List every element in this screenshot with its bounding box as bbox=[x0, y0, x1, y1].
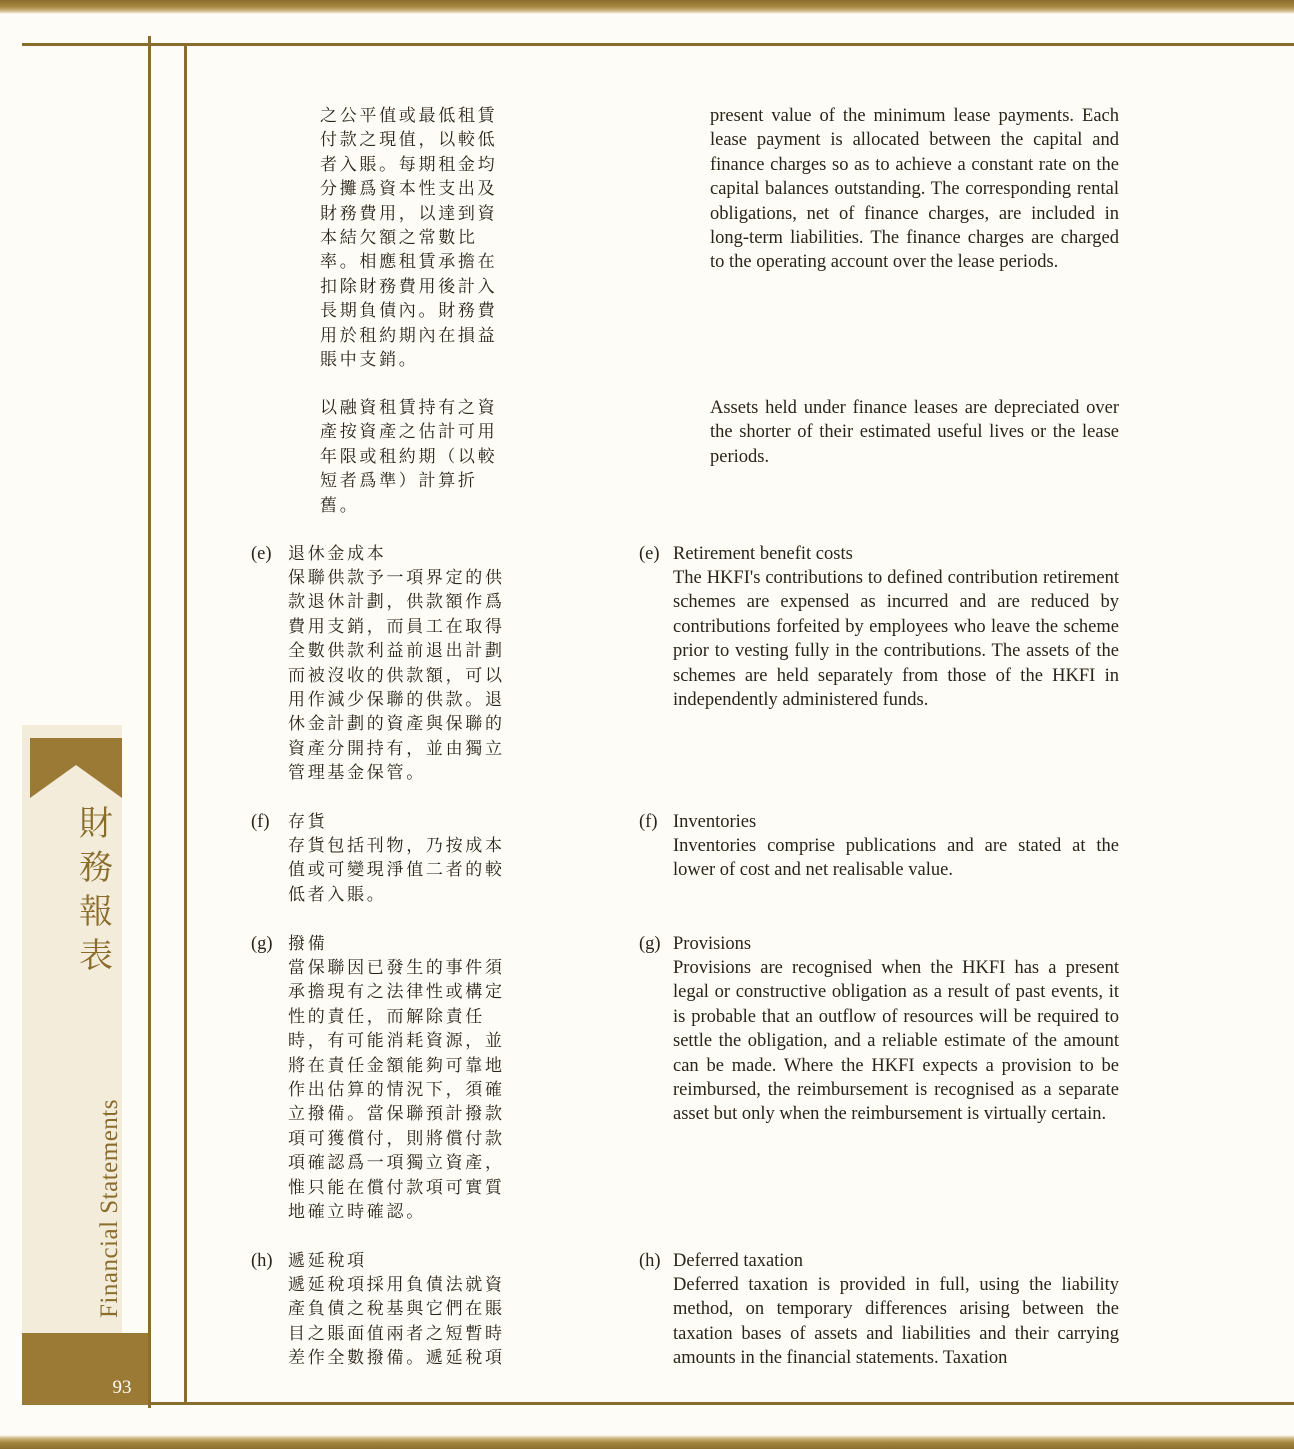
en-section-heading-f: Inventories bbox=[673, 812, 757, 832]
zh-section-letter-e: (e) bbox=[251, 544, 272, 564]
chinese-section-title: 財 務 報 表 bbox=[79, 804, 113, 976]
page-number: 93 bbox=[112, 1377, 132, 1398]
en-section-heading-h: Deferred taxation bbox=[673, 1251, 803, 1271]
zh-lease-paragraph-2: 以融資租賃持有之資 產按資產之估計可用 年限或租約期（以較 短者爲準）計算折 舊。 bbox=[320, 398, 498, 516]
en-section-body-f: Inventories comprise publications and are stated at the lower of cost and net realisable value. bbox=[673, 836, 1119, 881]
zh-section-letter-g: (g) bbox=[251, 934, 273, 954]
zh-section-letter-h: (h) bbox=[251, 1251, 273, 1271]
zh-section-body-f: 存貨包括刊物，乃按成本 值或可變現淨值二者的較 低者入賬。 bbox=[288, 836, 505, 905]
top-rule bbox=[22, 43, 1294, 46]
en-section-heading-g: Provisions bbox=[673, 934, 752, 954]
zh-section-body-h: 遞延稅項採用負債法就資 產負債之稅基與它們在賬 目之賬面值兩者之短暫時 差作全數撥備。遞延稅項 bbox=[288, 1275, 505, 1369]
en-section-body-g: Provisions are recognised when the HKFI has a present legal or constructive obligation as a result of past events, it is probable that an outflow of resources will be required to settle the obligation, and a reliable estimate of the amount can be made. Where the HKFI expects a provision to be reimbursed, the reimbursement is recognised as a separate asset but only when the reimbursement is virtually certain. bbox=[673, 958, 1119, 1125]
en-section-body-e: The HKFI's contributions to defined contribution retirement schemes are expensed as incurred and are reduced by contributions forfeited by employees who leave the scheme prior to vesting fully in the contributions. The assets of the schemes are held separately from those of the HKFI in independently administered funds. bbox=[673, 568, 1119, 711]
zh-section-heading-h: 遞延稅項 bbox=[288, 1251, 367, 1271]
zh-section-body-g: 當保聯因已發生的事件須 承擔現有之法律性或構定 性的責任，而解除責任 時，有可能消耗資源，並 將在責任金額能夠可靠地 作出估算的情況下，須確 立撥備。當保聯預計撥款 項可獲償付，則將償付款 項確認爲一項獨立資產， 惟只能在償付款項可實質 地確立時確認。 bbox=[288, 958, 505, 1223]
en-section-letter-e: (e) bbox=[639, 544, 660, 564]
top-border bbox=[0, 0, 1294, 14]
margin-line bbox=[148, 36, 151, 1408]
zh-section-letter-f: (f) bbox=[251, 812, 270, 832]
en-lease-paragraph-2: Assets held under finance leases are depreciated over the shorter of their estimated useful lives or the lease periods. bbox=[710, 398, 1119, 467]
en-section-heading-e: Retirement benefit costs bbox=[673, 544, 853, 564]
en-section-letter-f: (f) bbox=[639, 812, 658, 832]
en-lease-paragraph-1: present value of the minimum lease payments. Each lease payment is allocated between the capital and finance charges so as to achieve a constant rate on the capital balances outstanding. The corresponding rental obligations, net of finance charges, are included in long-term liabilities. The finance charges are charged to the operating account over the lease periods. bbox=[710, 106, 1119, 273]
margin-line bbox=[184, 46, 187, 1404]
zh-lease-paragraph-1: 之公平值或最低租賃 付款之現值，以較低 者入賬。每期租金均 分攤爲資本性支出及 財務費用，以達到資 本結欠額之常數比 率。相應租賃承擔在 扣除財務費用後計入 長期負債內。財務費 用於租約期內在損益 賬中支銷。 bbox=[320, 106, 498, 371]
zh-section-heading-e: 退休金成本 bbox=[288, 544, 387, 564]
bottom-rule bbox=[22, 1402, 1294, 1405]
english-section-title: Financial Statements bbox=[96, 1099, 123, 1318]
zh-section-heading-g: 撥備 bbox=[288, 934, 328, 954]
en-section-letter-h: (h) bbox=[639, 1251, 661, 1271]
zh-section-body-e: 保聯供款予一項界定的供 款退休計劃，供款額作爲 費用支銷，而員工在取得 全數供款利益前退出計劃 而被沒收的供款額，可以 用作減少保聯的供款。退 休金計劃的資產與保聯的 資產分開持有，並由獨立 管理基金保管。 bbox=[288, 568, 505, 784]
en-section-body-h: Deferred taxation is provided in full, using the liability method, on temporary differences arising between the taxation bases of assets and liabilities and their carrying amounts in the financial statements. Taxation bbox=[673, 1275, 1119, 1369]
en-section-letter-g: (g) bbox=[639, 934, 661, 954]
zh-section-heading-f: 存貨 bbox=[288, 812, 328, 832]
bottom-border bbox=[0, 1435, 1294, 1449]
